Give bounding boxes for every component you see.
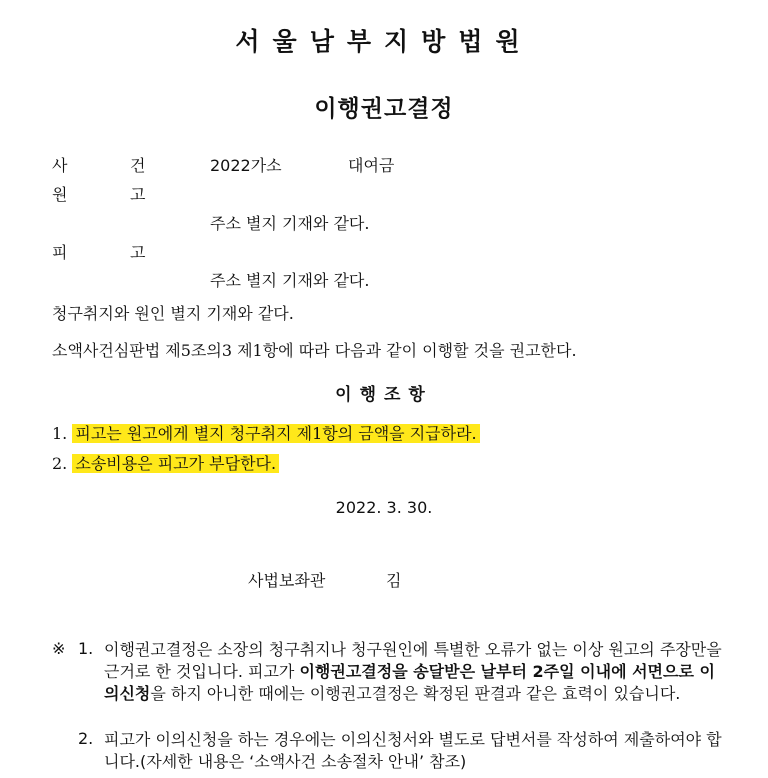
document-title: 이행권고결정: [314, 96, 454, 122]
plaintiff-address: 주소 별지 기재와 같다.: [210, 214, 370, 233]
note-2-number: 2.: [78, 729, 94, 748]
plaintiff-label-1: 원: [52, 185, 68, 204]
term-number: 1.: [52, 424, 68, 443]
term-number: 2.: [52, 454, 68, 473]
note-1: [104, 639, 726, 705]
term-text-highlighted: 피고는 원고에게 별지 청구취지 제1항의 금액을 지급하라.: [72, 424, 479, 443]
note-1-emphasis: 이행권고결정을 송달받은 날부터 2주일 이내에 서면으로 이의신청: [104, 662, 715, 703]
decision-date: 2022. 3. 30.: [335, 498, 433, 517]
basis-line: 소액사건심판법 제5조의3 제1항에 따라 다음과 같이 이행할 것을 권고한다.: [52, 341, 577, 360]
note-2: 피고가 이의신청을 하는 경우에는 이의신청서와 별도로 답변서를 작성하여 제출하여야 합니다.(자세한 내용은 ‘소액사건 소송절차 안내’ 참조): [104, 730, 722, 771]
signer-role: 사법보좌관: [248, 571, 326, 590]
plaintiff-label-2: 고: [130, 185, 146, 204]
case-label-1: 사: [52, 156, 68, 175]
court-name: 서울남부지방법원: [235, 27, 533, 56]
term-item-1: [52, 421, 480, 444]
defendant-address: 주소 별지 기재와 같다.: [210, 271, 370, 290]
note-1-text-c: 을 하지 아니한 때에는 이행권고결정은 확정된 판결과 같은 효력이 있습니다.: [150, 684, 681, 703]
notice-mark: ※: [52, 639, 66, 658]
case-number: 2022가소: [210, 156, 282, 175]
note-1-text-a: 이행권고결정은 소장의 청구취지나 청구원인에 특별한 오류가 없는 이상 원고의 주장만을 근거로 한 것입니다. 피고가: [104, 640, 722, 681]
claim-line: 청구취지와 원인 별지 기재와 같다.: [52, 304, 294, 323]
term-item-2: [52, 451, 279, 474]
terms-heading: 이행조항: [335, 385, 433, 405]
case-label-2: 건: [130, 156, 146, 175]
term-text-highlighted: 소송비용은 피고가 부담한다.: [72, 454, 279, 473]
case-type: 대여금: [348, 156, 395, 175]
note-1-number: 1.: [78, 639, 94, 658]
signer-name: 김: [386, 571, 402, 590]
defendant-label-1: 피: [52, 243, 68, 262]
defendant-label-2: 고: [130, 243, 146, 262]
